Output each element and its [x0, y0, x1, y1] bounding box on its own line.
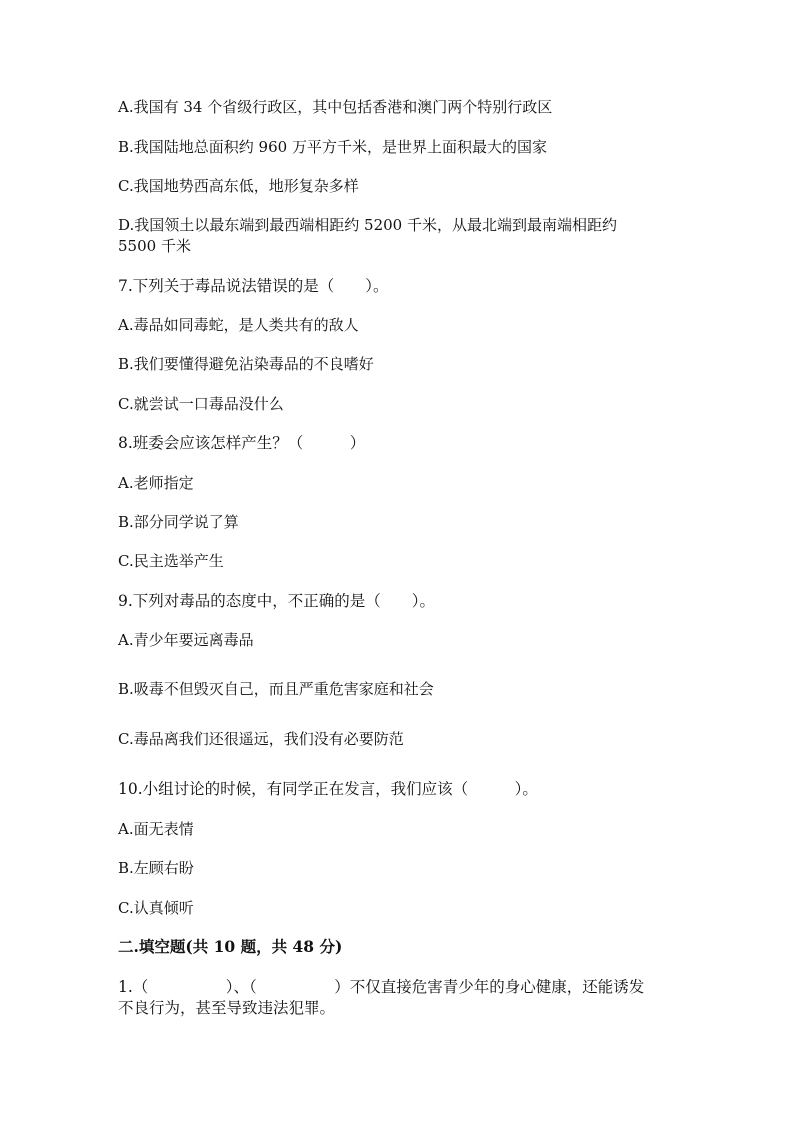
q8-stem: 8.班委会应该怎样产生？（ ）	[118, 434, 366, 452]
q6-option-a: A.我国有 34 个省级行政区，其中包括香港和澳门两个特别行政区	[118, 98, 553, 116]
q7-option-c: C.就尝试一口毒品没什么	[118, 395, 284, 413]
q8-option-a: A.老师指定	[118, 474, 194, 492]
q9-option-c: C.毒品离我们还很遥远，我们没有必要防范	[118, 730, 404, 748]
q6-option-b: B.我国陆地总面积约 960 万平方千米，是世界上面积最大的国家	[118, 138, 547, 156]
q7-stem: 7.下列关于毒品说法错误的是（ ）。	[118, 277, 389, 295]
q10-option-b: B.左顾右盼	[118, 859, 194, 877]
q10-option-c: C.认真倾听	[118, 899, 194, 917]
fill-q1-line2: 不良行为，甚至导致违法犯罪。	[118, 999, 336, 1017]
fill-q1-line1: 1.（ ）、（ ）不仅直接危害青少年的身心健康，还能诱发	[118, 978, 645, 996]
q9-option-b: B.吸毒不但毁灭自己，而且严重危害家庭和社会	[118, 680, 434, 698]
q9-stem: 9.下列对毒品的态度中，不正确的是（ ）。	[118, 592, 436, 610]
q8-option-c: C.民主选举产生	[118, 552, 224, 570]
q7-option-a: A.毒品如同毒蛇，是人类共有的敌人	[118, 316, 359, 334]
q10-option-a: A.面无表情	[118, 820, 194, 838]
q6-option-d-line2: 5500 千米	[118, 237, 191, 255]
q9-option-a: A.青少年要远离毒品	[118, 631, 254, 649]
q6-option-d-line1: D.我国领土以最东端到最西端相距约 5200 千米，从最北端到最南端相距约	[118, 216, 617, 234]
q6-option-c: C.我国地势西高东低，地形复杂多样	[118, 177, 359, 195]
q7-option-b: B.我们要懂得避免沾染毒品的不良嗜好	[118, 355, 374, 373]
q10-stem: 10.小组讨论的时候，有同学正在发言，我们应该（ ）。	[118, 780, 538, 798]
section-heading: 二.填空题(共 10 题，共 48 分)	[118, 937, 343, 956]
q8-option-b: B.部分同学说了算	[118, 513, 239, 531]
